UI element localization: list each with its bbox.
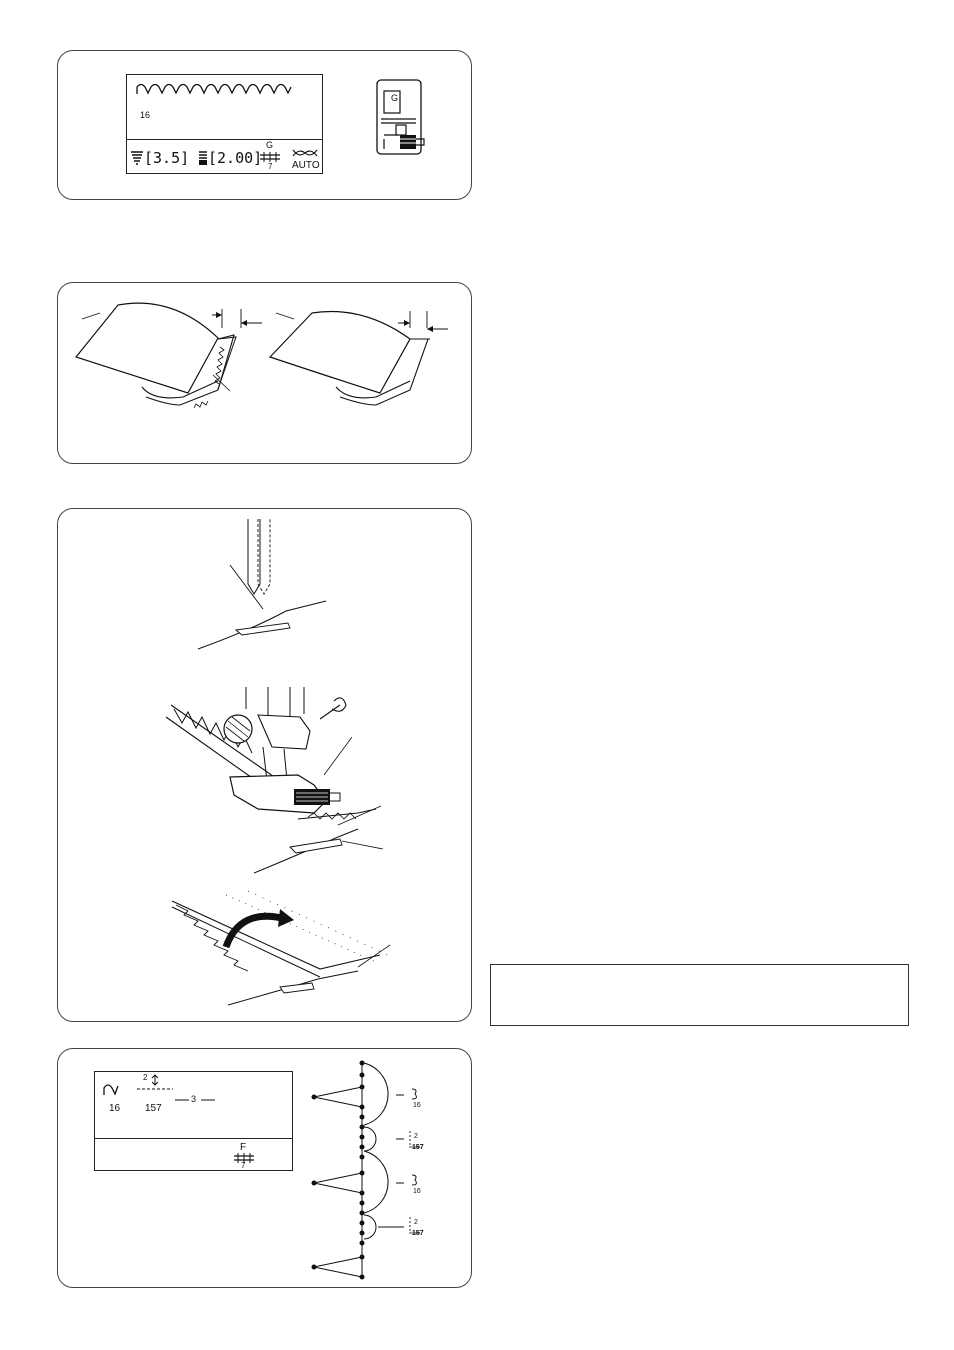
thread-tension-icon <box>260 152 280 162</box>
stitch-length-value: [2.00] <box>208 149 263 167</box>
combo-small-digit: 2 <box>143 1073 148 1082</box>
lcd-divider <box>127 139 322 140</box>
stitch-width-icon <box>131 151 143 165</box>
diagram-label-16-b: 16 <box>413 1188 421 1195</box>
scallop-stitch-icon <box>135 81 295 95</box>
foot-icon-letter: G <box>391 93 399 103</box>
combination-panel <box>57 1048 472 1288</box>
stitch-width-value: [3.5] <box>144 149 190 167</box>
diagram-label-16-a: 16 <box>413 1102 421 1109</box>
scallop-icon <box>103 1082 121 1096</box>
pattern-a-number: 16 <box>109 1103 121 1114</box>
settings-panel <box>57 50 472 200</box>
diagram-label-157-a: 157 <box>412 1144 424 1151</box>
combination-lcd-screen <box>94 1071 293 1171</box>
fabric-fold-panel <box>57 282 472 464</box>
combo-digit: 3 <box>191 1094 197 1104</box>
diagram-label-157-b: 157 <box>412 1230 424 1237</box>
sewing-steps-panel <box>57 508 472 1022</box>
double-arrow-icon <box>151 1074 159 1086</box>
foot-letter: F <box>240 1142 247 1153</box>
diagram-digit-2-b: 2 <box>414 1219 418 1226</box>
stitch-sequence-diagram <box>308 1059 428 1284</box>
lcd-divider <box>95 1138 292 1139</box>
note-box <box>490 964 909 1026</box>
pattern-b-number: 157 <box>145 1103 162 1114</box>
blind-hem-foot-g-icon <box>376 79 426 157</box>
dashed-line-icon <box>137 1087 173 1091</box>
pattern-number: 16 <box>140 110 151 120</box>
auto-label: AUTO <box>292 160 320 171</box>
stitch-length-icon <box>199 151 207 165</box>
tension-value: 7 <box>268 162 273 171</box>
tension-value: 7 <box>241 1161 246 1170</box>
lcd-screen <box>126 74 323 174</box>
auto-lock-icon <box>292 148 318 158</box>
fabric-fold-illustration <box>58 283 471 463</box>
diagram-digit-2-a: 2 <box>414 1133 418 1140</box>
sewing-steps-illustration <box>58 509 471 1021</box>
foot-letter: G <box>266 140 274 150</box>
